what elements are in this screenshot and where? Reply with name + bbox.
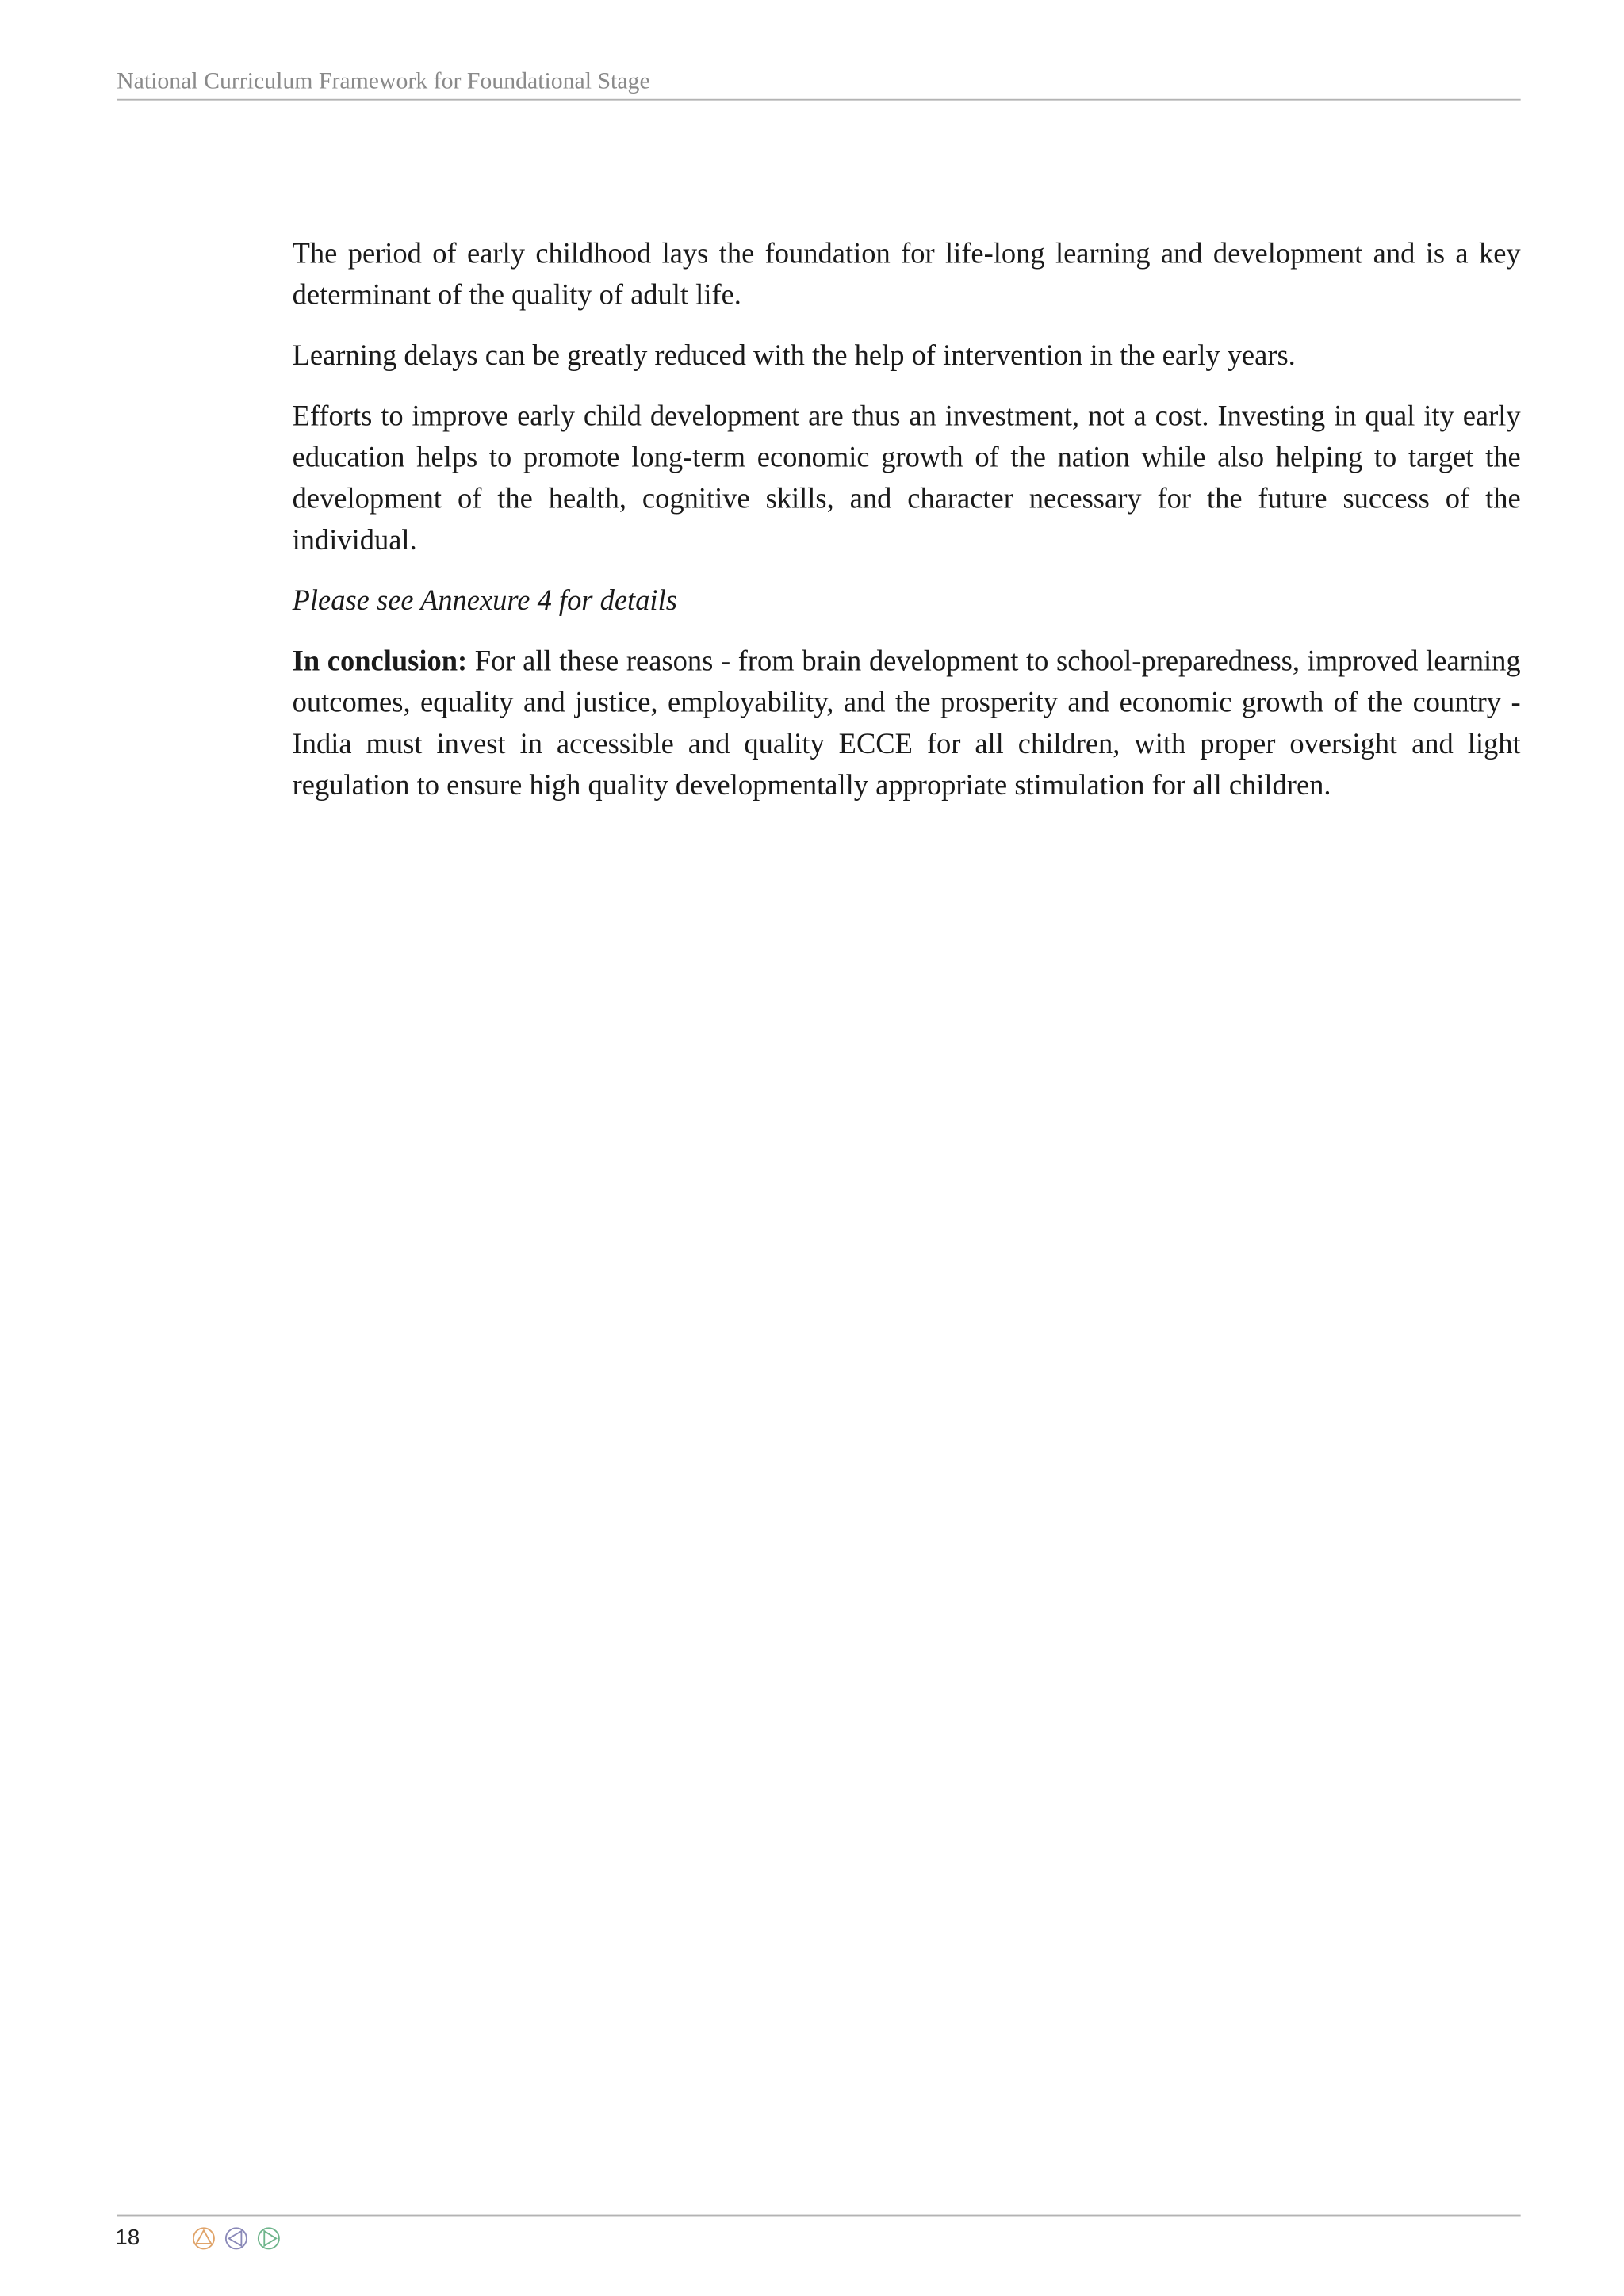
paragraph: The period of early childhood lays the foundation for life-long learning and development and is a key determinant of the quality of adult life. <box>292 239 1521 312</box>
paragraph: Efforts to improve early child development are thus an investment, not a cost. Investing in qual ity early education helps to promote long-term economic growth of the nation while also helping to target the development of the health, cognitive skills, and character necessary for the future success of the individual. <box>292 401 1521 557</box>
page-number: 18 <box>115 2225 140 2251</box>
conclusion-paragraph <box>293 642 1521 808</box>
conclusion-label: In conclusion: <box>292 646 468 678</box>
triangle-circle-icon <box>192 2226 216 2250</box>
body-text <box>293 235 1521 827</box>
footer-icons <box>192 2226 281 2250</box>
left-arrow-circle-icon <box>224 2226 248 2250</box>
footer-divider <box>117 2215 1521 2217</box>
running-header: National Curriculum Framework for Foundational Stage <box>117 68 1521 101</box>
play-circle-icon <box>257 2226 281 2250</box>
conclusion-text: For all these reasons - from brain development to school-preparedness, improved learning outcomes, equality and justice, employability, and the prosperity and economic growth of the country - India must invest in accessible and quality ECCE for all children, with proper oversight and light regulation to ensure high quality developmentally appropriate stimulation for all children. <box>292 646 1521 802</box>
paragraph: Learning delays can be greatly reduced with the help of intervention in the early years. <box>292 341 1296 373</box>
reference-note: Please see Annexure 4 for details <box>292 586 677 618</box>
